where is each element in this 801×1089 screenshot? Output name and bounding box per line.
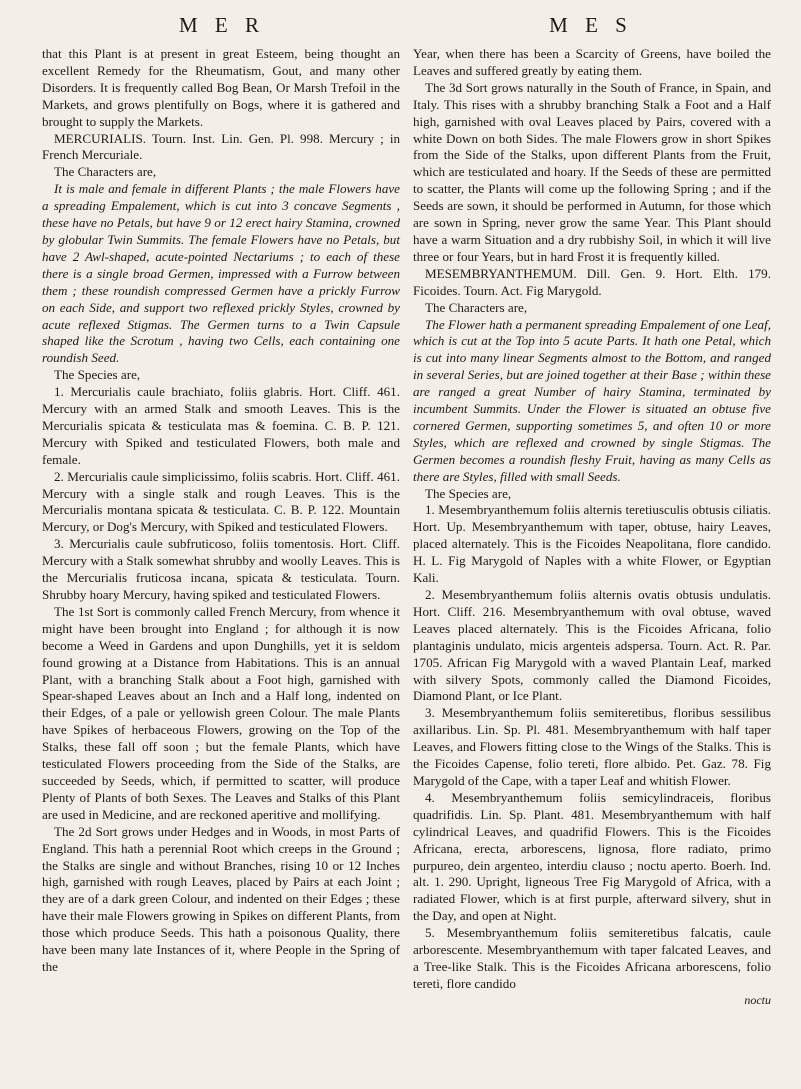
right-column [413, 46, 771, 1008]
left-column [42, 46, 400, 1008]
paragraph: that this Plant is at present in great Esteem, being thought an excellent Remedy for the Rheumatism, Gout, and many other Disorders. It is frequently called Bog Bean, Or Marsh Trefoil in the Markets, and grows plentifully on Bogs, where it is gathered and brought to supply the Markets. [42, 46, 400, 129]
paragraph: The Species are, [425, 485, 512, 501]
characters-paragraph: It is male and female in different Plants ; the male Flowers have a spreading Empalement, which is cut into 3 concave Segments , these have no Petals, but have 9 or 12 erect hairy Stamina, crowned by globular Twin Summits. The female Flowers have no Petals, but have 2 Awl-shaped, acute-pointed Nectariums ; to each of these there is a single broad Germen, impressed with a Furrow between them ; these roundish compressed Germen have a prickly Furrow on each Side, and support two reflexed prickly Styles, crowned by acute reflexed Stigmas. The Germen turns to a Twin Capsule shaped like the Scrotum , having two Cells, each containing one roundish Seed. [42, 181, 400, 366]
paragraph: The Characters are, [54, 164, 157, 180]
text-columns [42, 46, 771, 1008]
species-entry: 2. Mercurialis caule simplicissimo, foliis scabris. Hort. Cliff. 461. Mercury with a single stalk and rough Leaves. This is the Mercurialis montana spicata & testiculata. C. B. P. 122. Mountain Mercury, or Dog's Mercury, with Spiked and testiculated Flowers. [42, 468, 400, 535]
genus-heading: MESEMBRYANTHEMUM. Dill. Gen. 9. Hort. Elth. 179. Ficoides. Tourn. Act. Fig Marygold. [413, 265, 771, 298]
running-head-right: M E S [549, 13, 633, 37]
running-head-left: M E R [178, 13, 265, 37]
catchword: noctu [744, 992, 771, 1007]
paragraph: The Species are, [54, 367, 141, 383]
paragraph: The 3d Sort grows naturally in the South of France, in Spain, and Italy. This rises with a shrubby branching Stalk a Foot and a Half high, garnished with oval Leaves placed by Pairs, covered with a white Down on both Sides. The male Flowers grow in short Spikes from the Side of the Stalks, upon different Plants from the Fruit, which are testiculated and hoary. If the Seeds of these are permitted to scatter, the Plants will come up the following Spring ; and if the Seeds are sown, it should be performed in Autumn, for those which are sown in Spring, never grow the same Year. This Plant should have a warm Situation and a dry rubbishy Soil, in which it will live three or four Years, but in hard Frost it is frequently killed. [413, 79, 771, 264]
paragraph: Year, when there has been a Scarcity of Greens, have boiled the Leaves and suffered greatly by eating them. [413, 46, 771, 78]
species-entry: 3. Mercurialis caule subfruticoso, foliis tomentosis. Hort. Cliff. Mercury with a Stalk somewhat shrubby and woolly Leaves. This is the Mercurialis fruticosa incana, spicata & testiculata. Tourn. Shrubby hoary Mercury, having spiked and testiculated Flowers. [42, 536, 400, 602]
species-entry: 5. Mesembryanthemum foliis semiteretibus falcatis, caule arborescente. Mesembryanthemum with taper falcated Leaves, and a Tree-like Stalk. This is the Ficoides Africana arborescens, folio tereti, flore candido [413, 925, 771, 991]
species-entry: 2. Mesembryanthemum foliis alternis ovatis obtusis undulatis. Hort. Cliff. 216. Mesembryanthemum with oval obtuse, waved Leaves placed alternately. This is the Ficoides Africana, folio plantaginis undulato, micis argenteis adspersa. Tourn. Act. R. Par. 1705. African Fig Marygold with a waved Plantain Leaf, marked with silvery Spots, commonly called the Diamond Ficoides, Diamond Plant, or Ice Plant. [413, 587, 771, 704]
paragraph: The 2d Sort grows under Hedges and in Woods, in most Parts of England. This hath a perennial Root which creeps in the Ground ; the Stalks are single and without Branches, rising 10 or 12 Inches high, garnished with rough Leaves, placed by Pairs at each Joint ; they are of a dark green Colour, and indented on their Edges ; these have their male Flowers growing in Spikes on different Plants, from those which produce Seeds. This hath a poisonous Quality, there have been many late Instances of it, where People in the Spring of the [42, 823, 400, 974]
species-entry: 1. Mesembryanthemum foliis alternis teretiusculis obtusis ciliatis. Hort. Up. Mesembryanthemum with taper, obtuse, hairy Leaves, placed alternately. This is the Ficoides Neapolitana, flore candido. H. L. Fig Marygold of Naples with a white Flower, or Egyptian Kali. [413, 502, 771, 586]
paragraph: The Characters are, [425, 299, 528, 315]
species-entry: 1. Mercurialis caule brachiato, foliis glabris. Hort. Cliff. 461. Mercury with an armed Stalk and smooth Leaves. This is the Mercurialis spicata & testiculata mas & foemina. C. B. P. 121. Mercury with Spiked and testiculated Flowers, both male and female. [42, 384, 400, 467]
species-entry: 4. Mesembryanthemum foliis semicylindraceis, floribus quadrifidis. Lin. Sp. Plant. 481. Mesembryanthemum with half cylindrical Leaves, and quadrifid Flowers. This is the Ficoides Africana, erecta, arborescens, lignosa, flore radiato, primo purpureo, dein argenteo, interdiu clauso ; noctu aperto. Boerh. Ind. alt. 1. 290. Upright, ligneous Tree Fig Marygold of Africa, with a radiated Flower, which is at first purple, afterward silvery, shut in the Day, and open at Night. [413, 789, 771, 924]
characters-paragraph: The Flower hath a permanent spreading Empalement of one Leaf, which is cut at the Top into 5 acute Parts. It hath one Petal, which is cut into many linear Segments almost to the Bottom, and ranged in several Series, but are joined together at their Base ; within these are ranged a great Number of hairy Stamina, terminated by incumbent Summits. Under the Flower is situated an obtuse five cornered Germen, supporting sometimes 5, and often 10 or more Styles, which are reflexed and crowned by single Stigmas. The Germen becomes a roundish fleshy Fruit, having as many Cells as there are Styles, filled with small Seeds. [413, 316, 771, 484]
running-head [42, 10, 771, 46]
paragraph: The 1st Sort is commonly called French Mercury, from whence it might have been brought into England ; for although it is now become a Weed in Gardens and upon Dunghills, yet it is seldom found growing at a Distance from Habitations. This is an annual Plant, with a branching Stalk about a Foot high, garnished with Spear-shaped Leaves about an Inch and a Half long, indented on their Edges, of a pale or yellowish green Colour. The male Plants have Spikes of herbaceous Flowers, growing on the Top of the Stalks, these fall off soon ; but the female Plants, which have testiculated Flowers proceeding from the Side of the Stalks, are succeeded by Seeds, which, if permitted to scatter, will produce Plenty of Plants of both Sexes. The Leaves and Stalks of this Plant are used in Medicine, and are reckoned aperitive and mollifying. [42, 603, 400, 822]
genus-heading: MERCURIALIS. Tourn. Inst. Lin. Gen. Pl. 998. Mercury ; in French Mercuriale. [42, 130, 400, 163]
species-entry: 3. Mesembryanthemum foliis semiteretibus, floribus sessilibus axillaribus. Lin. Sp. Pl. 481. Mesembryanthemum with half taper Leaves, and Flowers fitting close to the Wings of the Stalks. This is the Ficoides Capense, folio tereti, flore albido. Pet. Gaz. 78. Fig Marygold of the Cape, with a taper Leaf and whitish Flower. [413, 705, 771, 788]
